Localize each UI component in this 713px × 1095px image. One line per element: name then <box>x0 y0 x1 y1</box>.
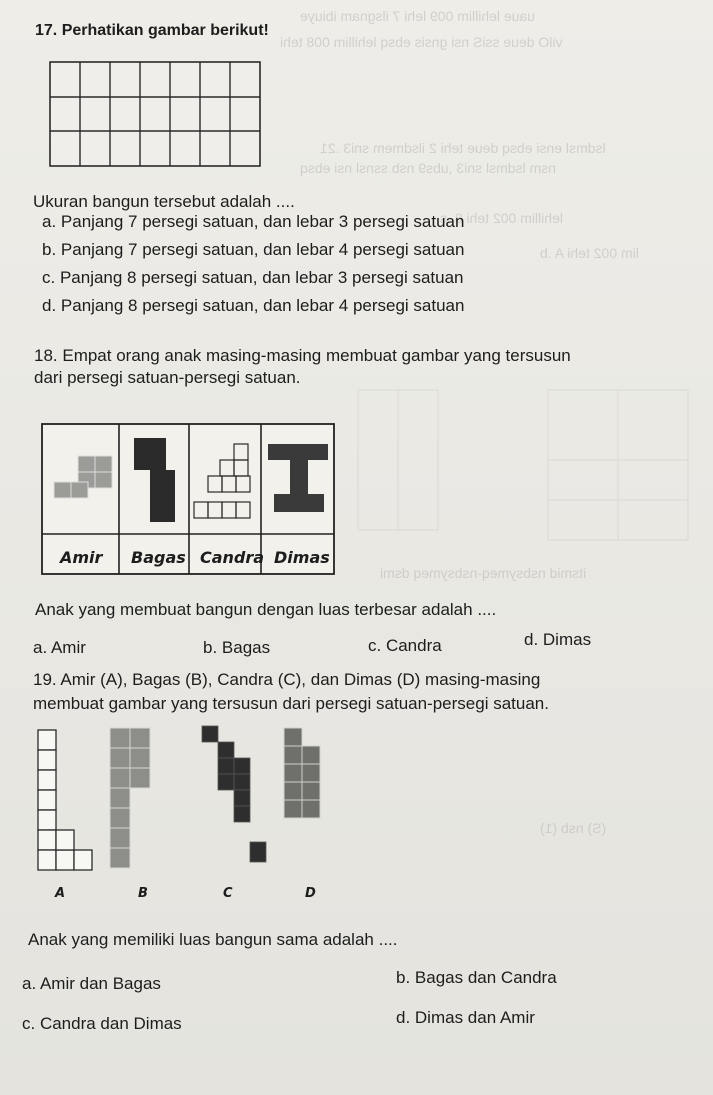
q19-label-d: D <box>305 886 316 901</box>
q18-option-d: d. Dimas <box>524 630 592 649</box>
q17-option-d: d. Panjang 8 persegi satuan, dan lebar 4 persegi satuan <box>42 296 465 315</box>
show-through-text: lsdmsl ensi ebsq deue tehi 2 ilsdmem sni3 .21 <box>320 140 606 156</box>
q17-option-a: a. Panjang 7 persegi satuan, dan lebar 3 persegi satuan <box>42 212 465 231</box>
q17-option-c: c. Panjang 8 persegi satuan, dan lebar 3 persegi satuan <box>42 268 464 287</box>
q19-intro-line2: membuat gambar yang tersusun dari persegi satuan-persegi satuan. <box>33 694 549 713</box>
q17-grid-figure <box>48 60 268 172</box>
q17-question: Ukuran bangun tersebut adalah .... <box>33 192 295 211</box>
q18-intro-line1: 18. Empat orang anak masing-masing membuat gambar yang tersusun <box>34 346 571 365</box>
shape-a <box>38 730 92 870</box>
q18-name-candra: Candra <box>200 548 265 567</box>
show-through-figure <box>348 380 698 550</box>
show-through-text: lim 002 tehi A .b <box>540 245 639 261</box>
q18-question: Anak yang membuat bangun dengan luas terbesar adalah .... <box>35 600 497 619</box>
q18-name-amir: Amir <box>60 548 103 567</box>
show-through-text: lehillim 002 tehi 8 .s <box>440 210 563 226</box>
q18-name-dimas: Dimas <box>274 548 330 567</box>
q19-figure <box>30 722 350 882</box>
q18-option-c: c. Candra <box>368 636 442 655</box>
show-through-text: nsm lsdmsl sni3 ,ubs9 nsb ssnsl nsi ebsq <box>300 160 556 176</box>
q19-question: Anak yang memiliki luas bangun sama adalah .... <box>28 930 398 949</box>
q19-option-a: a. Amir dan Bagas <box>22 974 161 993</box>
q19-label-b: B <box>138 886 148 901</box>
show-through-text: vilO deue ssiS nsi gnsis ebsq lehillim 008 tehi <box>280 34 563 50</box>
q19-option-d: d. Dimas dan Amir <box>396 1008 535 1027</box>
q18-name-bagas: Bagas <box>131 548 186 567</box>
q18-option-a: a. Amir <box>33 638 86 657</box>
shape-d <box>284 728 320 818</box>
show-through-text: (S) nsb (1) <box>540 820 607 836</box>
q19-label-c: C <box>223 886 233 901</box>
q17-title: 17. Perhatikan gambar berikut! <box>35 22 269 39</box>
shape-c <box>202 726 266 862</box>
q18-intro-line2: dari persegi satuan-persegi satuan. <box>34 368 301 387</box>
show-through-text: itsmid nsbsymeq-nsbsymeq dsmi <box>380 565 587 581</box>
q19-intro-line1: 19. Amir (A), Bagas (B), Candra (C), dan Dimas (D) masing-masing <box>33 670 541 689</box>
show-through-text: uaue lehillim 009 lehi 7 ilsgnam ibiuye <box>300 8 536 24</box>
shape-b <box>110 728 150 868</box>
q19-label-a: A <box>55 886 66 901</box>
q19-option-b: b. Bagas dan Candra <box>396 968 557 987</box>
q18-option-b: b. Bagas <box>203 638 271 657</box>
q19-option-c: c. Candra dan Dimas <box>22 1014 182 1033</box>
q17-option-b: b. Panjang 7 persegi satuan, dan lebar 4 persegi satuan <box>42 240 465 259</box>
